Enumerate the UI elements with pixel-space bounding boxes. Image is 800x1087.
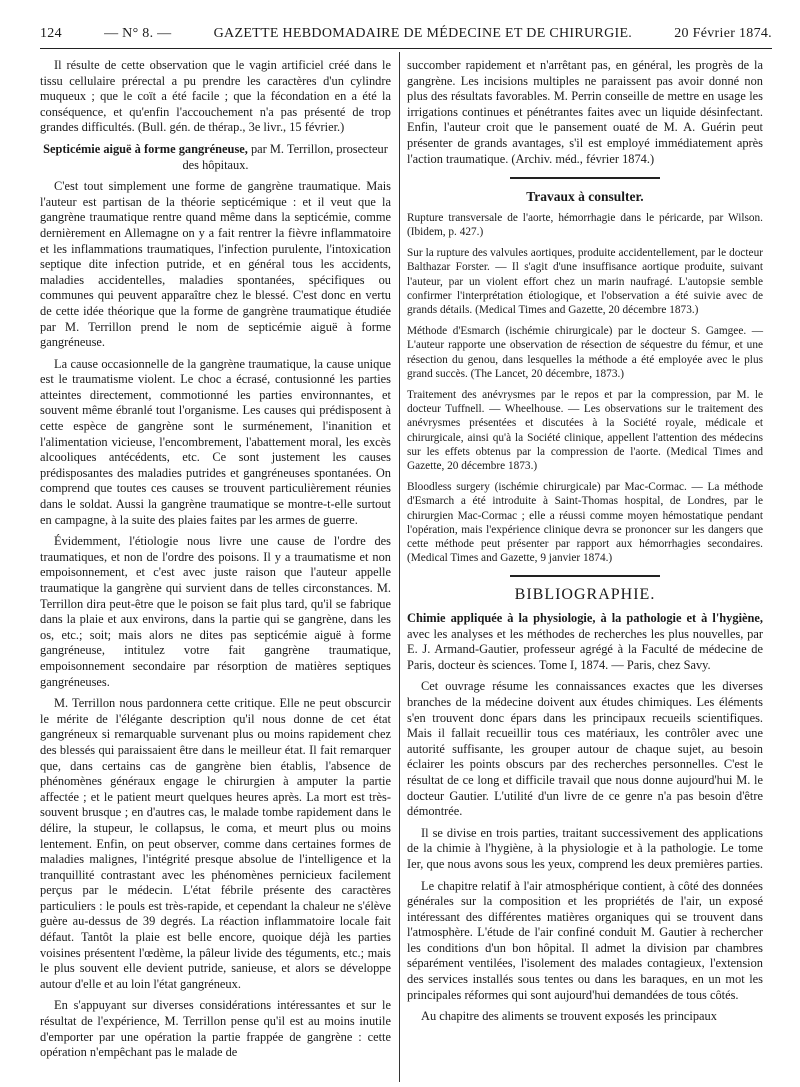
right-column xyxy=(407,58,763,1031)
issue-number: — N° 8. — xyxy=(104,26,172,41)
section-rule xyxy=(510,177,660,179)
list-item: Méthode d'Esmarch (ischémie chirurgicale) par le docteur S. Gamgee. — L'auteur rapporte une observation de résection de séquestre du fémur, et une résection du genou, dans lesquelles la méthode a été employée avec le plus grand succès. (The Lancet, 20 décembre, 1873.) xyxy=(407,325,763,380)
journal-title: GAZETTE HEBDOMADAIRE DE MÉDECINE ET DE CHIRURGIE. xyxy=(213,26,633,41)
paragraph: succomber rapidement et n'arrêtant pas, en général, les progrès de la gangrène. Les incisions multiples ne paraissent pas avoir donné non plus des résultats favorables. M. Perrin conseille de mettre en usage les irrigations continues et pénétrantes faites avec un liquide désinfectant. Enfin, l'auteur croit que le pansement ouaté de M. A. Guérin peut présenter de grands avantages, s'il est employé immédiatement après l'action traumatique. (Archiv. méd., février 1874.) xyxy=(407,58,763,166)
paragraph: C'est tout simplement une forme de gangrène traumatique. Mais l'auteur est partisan de la théorie septicémique : et il veut que la gangrène traumatique rentre quand même dans la septicémie, comme dernièrement en Allemagne on y a fait rentrer la fièvre inflammatoire et les inflammations traumatiques, l'infection purulente, l'intoxication septique dite infection putride, et en général tous les accidents, maladies accidentelles, maladies spontanées, spécifiques ou communes qui peuvent apparaître chez le blessé. C'est donc en vertu de cette idée théorique que la forme de gangrène traumatique étudiée par M. Terrillon prend le nom de septicémie aiguë à forme gangréneuse. xyxy=(40,179,391,350)
list-item: Bloodless surgery (ischémie chirurgicale) par Mac-Cormac. — La méthode d'Esmarch a été introduite à Saint-Thomas hospital, de Londres, par le chirurgien Mac-Cormac ; elle a réussi comme moyen hémostatique pendant l'opération, mais l'expérience clinique devra se prononcer sur les dangers que cette méthode peut présenter par rapport aux hémorrhagies secondaires. (Medical Times and Gazette, 9 janvier 1874.) xyxy=(407,481,763,565)
paragraph: Il résulte de cette observation que le vagin artificiel créé dans le tissu cellulaire prérectal a pu prendre les caractères d'un cylindre muqueux ; que le coït a été facile ; que la fécondation en a été la conséquence, et qu'enfin l'accouchement n'a pas présenté de trop grandes difficultés. (Bull. gén. de thérap., 3e livr., 15 février.) xyxy=(40,58,391,135)
list-item: Sur la rupture des valvules aortiques, produite accidentellement, par le docteur Balthazar Forster. — Il s'agit d'une insuffisance aortique produite, suivant l'auteur, par un violent effort chez un marin naufragé. L'autopsie semble confirmer l'interprétation étiologique, et l'observation a été suivie avec de grands détails. (Medical Times and Gazette, 20 décembre 1873.) xyxy=(407,247,763,316)
paragraph: Évidemment, l'étiologie nous livre une cause de l'ordre des traumatiques, et non de l'ordre des poisons. Il y a traumatisme et non empoisonnement, et c'est avec juste raison que l'auteur appelle traumatique la gangrène qui survient dans de telles circonstances. M. Terrillon dira peut-être que le poison se fait plus tard, qu'il se fabrique dans la plaie et aux environs, dans la partie qui se gangrène, dans les os, etc.; soit; mais alors ne dites pas septicémie aiguë à forme gangréneuse, intitulez votre fait gangrène traumatique, empoisonnement secondaire par résorption de matières septiques gangréneuses. xyxy=(40,534,391,689)
page-number: 124 xyxy=(40,26,62,41)
paragraph: Au chapitre des aliments se trouvent exposés les principaux xyxy=(421,1009,717,1024)
travaux-list xyxy=(407,211,763,566)
header-rule xyxy=(40,48,772,49)
bibliographie-heading: BIBLIOGRAPHIE. xyxy=(514,586,656,604)
paragraph: Il se divise en trois parties, traitant successivement des applications de la chimie à l'hygiène, à la physiologie et à la pathologie. Le tome Ier, que nous avons sous les yeux, comprend les deux premières parties. xyxy=(407,825,763,871)
paragraph: Le chapitre relatif à l'air atmosphérique contient, à côté des données générales sur la composition et les propriétés de l'air, un exposé intéressant des différentes matières organiques qui se trouvent dans l'atmosphère. L'étude de l'air confiné conduit M. Gautier à rechercher les conditions d'un bon hôpital. Il admet la division par chambres séparément ventilées, l'isolement des malades contagieux, l'extension des services installés sous tentes ou dans les baraques, en un mot les principales réformes qui sont aujourd'hui demandées de tous côtés. xyxy=(407,878,763,1002)
issue-date: 20 Février 1874. xyxy=(674,26,772,41)
paragraph: La cause occasionnelle de la gangrène traumatique, la cause unique est le traumatisme violent. Le choc a écrasé, contusionné les parties atteintes directement, commotionné les parties environnantes, et souvent même ébranlé tout l'organisme. Les causes qui prédisposent à cette espèce de gangrène sont le surménement, l'inanition et l'alimentation vicieuse, l'encombrement, l'abattement moral, les excès alcooliques antécédents, etc. Ce sont justement les causes prédisposantes des maladies putrides et gangréneuses spontanées. On comprend que toutes ces causes se trouvent particulièrement réunies dans le soldat. Aussi la gangrène traumatique se montre-t-elle surtout en campagne, à la suite des plaies faites par les armes de guerre. xyxy=(40,356,391,527)
column-divider xyxy=(399,52,400,1082)
section-rule xyxy=(510,575,660,577)
book-entry: Chimie appliquée à la physiologie, à la pathologie et à l'hygiène, avec les analyses et les méthodes de recherches les plus nouvelles, par E. J. Armand-Gautier, professeur agrégé à la Faculté de médecine de Paris, docteur ès sciences. Tome I, 1874. — Paris, chez Savy. xyxy=(407,611,763,672)
page-header xyxy=(40,26,772,48)
list-item: Rupture transversale de l'aorte, hémorrhagie dans le péricarde, par Wilson. (Ibidem, p. 427.) xyxy=(407,211,763,238)
paragraph: M. Terrillon nous pardonnera cette critique. Elle ne peut obscurcir le mérite de l'élégante description qu'il nous donne de cet état gangréneux si remarquable survenant plus ou moins rapidement chez des blessés qui paraissaient être dans le meilleur état. Il fait remarquer que, dans certains cas de gangrène bien établis, l'absence de phénomènes généraux engage le chirurgien à amputer la partie affectée ; et le patient meurt quelques heures après. La mort est très-souvent brusque ; en d'autres cas, le malade tombe rapidement dans le délire, la stupeur, le collapsus, le coma, et meurt plus ou moins lentement. Enfin, on peut observer, comme dans certaines formes de maladies malignes, l'intégrité presque absolue de l'intelligence et la tranquillité contrastant avec les phénomènes pernicieux facilement perçus par le médecin. L'état fébrile présente des caractères particuliers : le pouls est très-rapide, et cependant la chaleur ne s'élève guère au-dessus de 39 degrés. La réaction inflammatoire locale fait défaut. Tantôt la plaie est belle encore, quoique déjà les parties voisines présentent l'œdème, la pâleur livide des téguments, etc.; mais le plus souvent elle devient putride, sanieuse, et alors se développe autour d'elle et au loin l'état gangréneux. xyxy=(40,696,391,991)
paragraph: Cet ouvrage résume les connaissances exactes que les diverses branches de la médecine doivent aux études chimiques. Les éléments s'en trouvent donc épars dans les principaux recueils scientifiques. Mais il fallait recueillir tous ces matériaux, les contrôler avec une autorité suffisante, les grouper autour de chaque sujet, au besoin éclairer les points obscurs par des recherches personnelles. C'est le résultat de ce long et difficile travail que nous donne aujourd'hui M. le docteur Gautier. L'utilité d'un livre de ce genre n'a pas besoin d'être démontrée. xyxy=(407,679,763,819)
left-column xyxy=(40,58,391,1067)
section-heading: Septicémie aiguë à forme gangréneuse, par M. Terrillon, prosecteur des hôpitaux. xyxy=(43,141,388,172)
list-item: Traitement des anévrysmes par le repos et par la compression, par M. le docteur Tuffnell. — Wheelhouse. — Les observations sur le traitement des anévrysmes présentées et discutées à la Société royale, médicale et chirurgicale, ainsi qu'à la Société clinique, appellent l'attention des médecins sur les effets obtenus par la compression de l'aorte. (Medical Times and Gazette, 20 décembre 1873.) xyxy=(407,388,763,472)
paragraph: En s'appuyant sur diverses considérations intéressantes et sur le résultat de l'expérience, M. Terrillon pense qu'il est au moins inutile d'emporter par une opération la partie frappée de gangrène : cette opération n'empêchant pas le malade de xyxy=(40,998,391,1060)
travaux-heading: Travaux à consulter. xyxy=(526,189,644,205)
